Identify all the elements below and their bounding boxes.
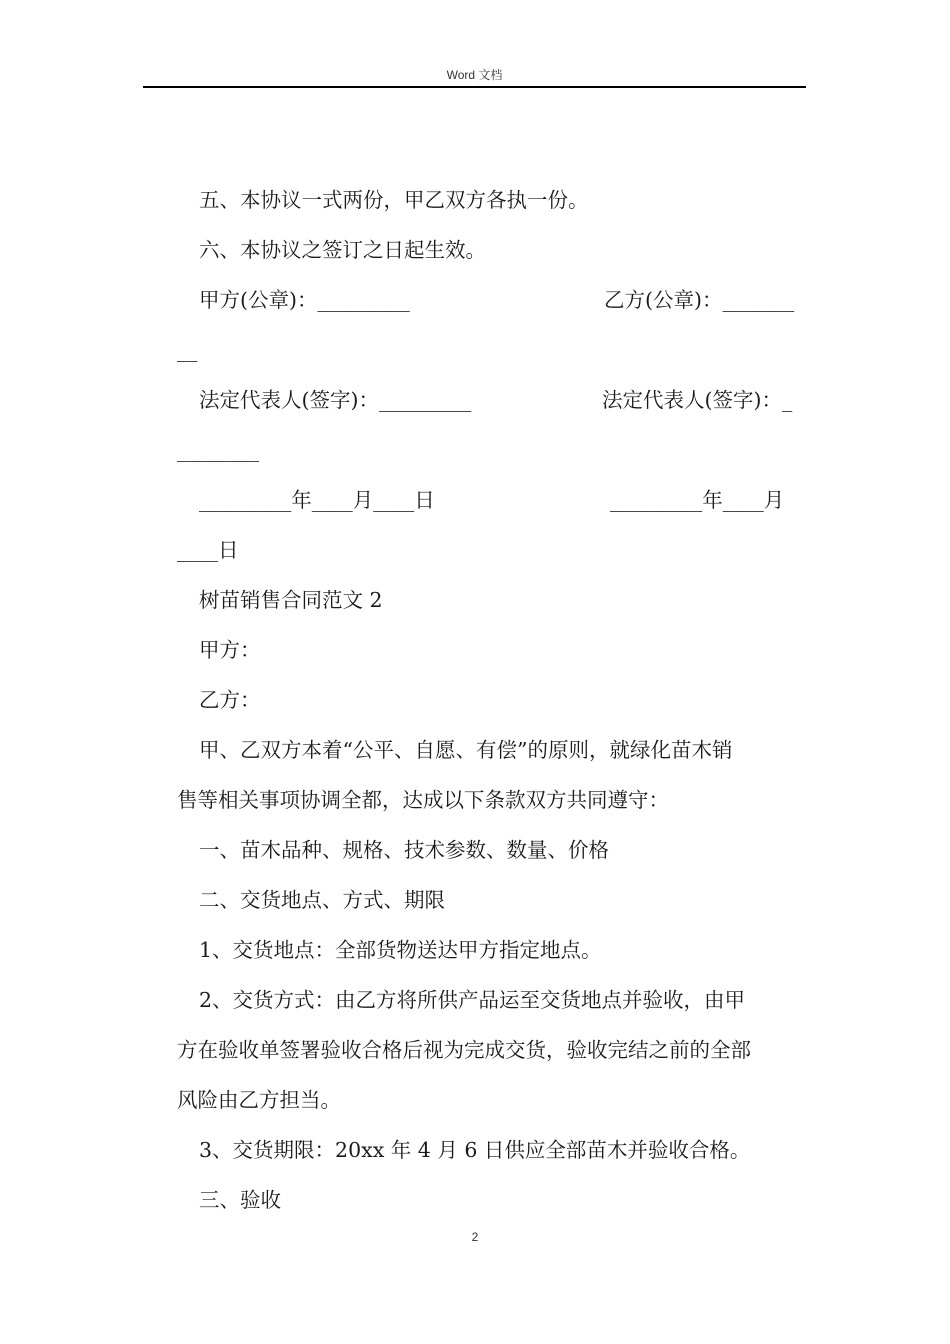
clause-2-2-line-2: 方在验收单签署验收合格后视为完成交货，验收完结之前的全部: [177, 1038, 751, 1062]
party-a-rep-line: 法定代表人(签字)：_________: [199, 388, 472, 412]
party-b-date-continuation: ____日: [177, 538, 239, 562]
preamble-line-2: 售等相关事项协调全都，达成以下条款双方共同遵守：: [177, 788, 669, 812]
section-title: 树苗销售合同范文 2: [199, 588, 383, 612]
clause-2-2-line-1: 2、交货方式：由乙方将所供产品运至交货地点并验收，由甲: [199, 988, 746, 1012]
party-a-seal-line: 甲方(公章)：_________: [199, 288, 410, 312]
clause-one: 一、苗木品种、规格、技术参数、数量、价格: [199, 838, 609, 862]
party-a-label: 甲方：: [199, 638, 261, 662]
clause-2-2-line-3: 风险由乙方担当。: [177, 1088, 341, 1112]
paragraph-copies: 五、本协议一式两份，甲乙双方各执一份。: [199, 188, 589, 212]
preamble-line-1: 甲、乙双方本着“公平、自愿、有偿”的原则，就绿化苗木销: [199, 738, 733, 762]
party-b-date-line: _________年____月: [610, 488, 785, 512]
clause-2-1: 1、交货地点：全部货物送达甲方指定地点。: [199, 938, 602, 962]
clause-three: 三、验收: [199, 1188, 281, 1212]
clause-two: 二、交货地点、方式、期限: [199, 888, 445, 912]
party-b-seal-continuation: __: [177, 338, 198, 362]
header-divider: [143, 86, 806, 88]
page-number: 2: [471, 1230, 479, 1244]
page-header: Word 文档: [446, 68, 503, 82]
party-b-rep-continuation: ________: [177, 438, 259, 462]
clause-2-3: 3、交货期限：20xx 年 4 月 6 日供应全部苗木并验收合格。: [199, 1138, 751, 1162]
party-b-label: 乙方：: [199, 688, 261, 712]
paragraph-effective: 六、本协议之签订之日起生效。: [199, 238, 486, 262]
party-b-seal-line: 乙方(公章)：_______: [604, 288, 795, 312]
party-b-rep-line: 法定代表人(签字)：_: [602, 388, 793, 412]
party-a-date-line: _________年____月____日: [199, 488, 435, 512]
